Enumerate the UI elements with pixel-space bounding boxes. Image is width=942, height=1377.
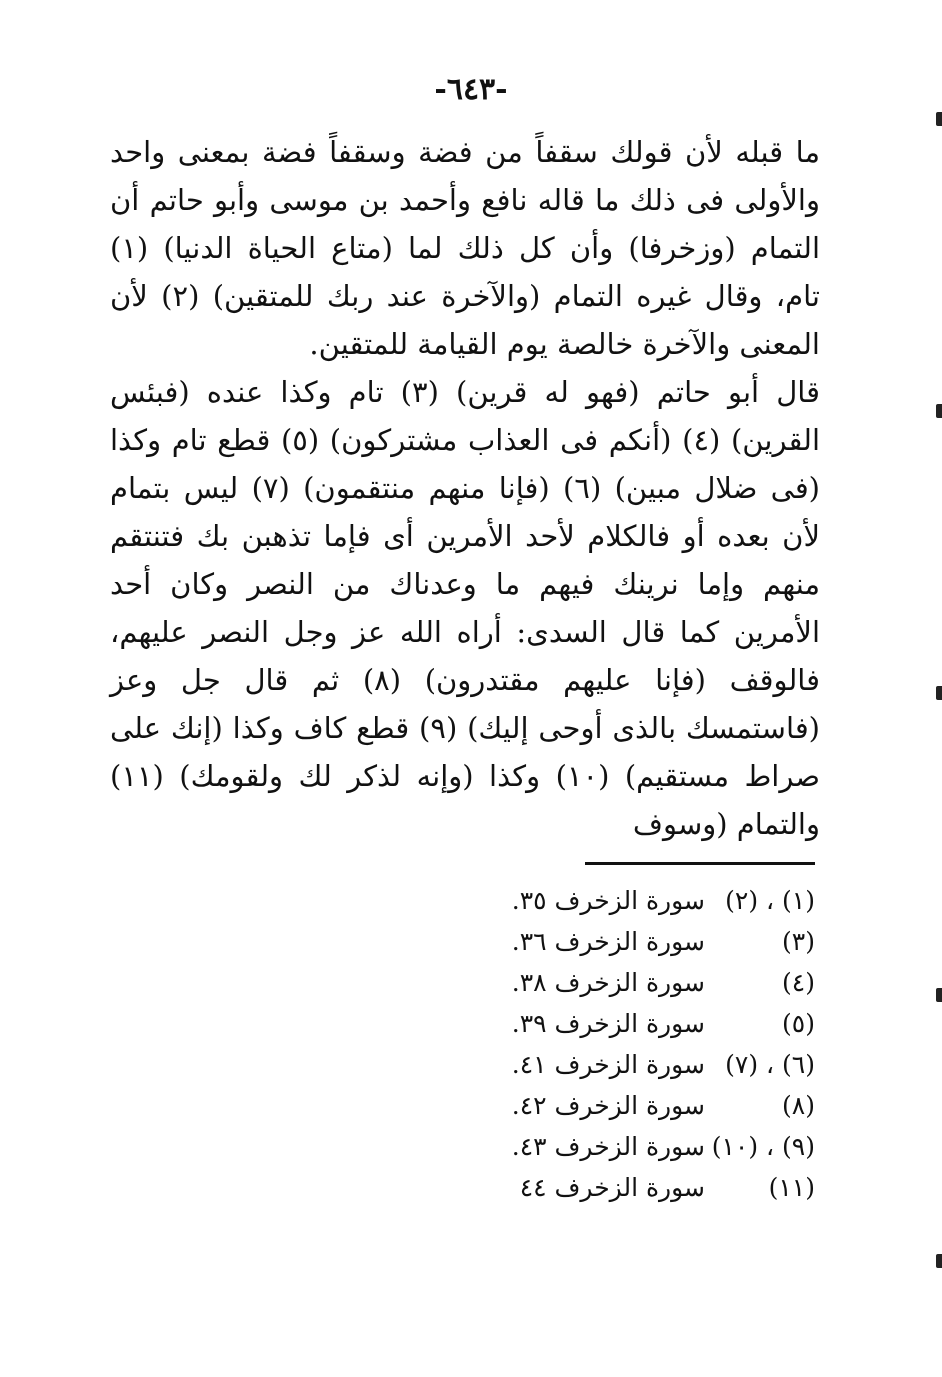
footnote-row: [470, 1126, 815, 1167]
binding-mark: [936, 112, 942, 126]
footnote-refs: (١١): [768, 1173, 815, 1202]
footnote-refs: (٣): [782, 927, 815, 956]
page-number: -٦٤٣-: [434, 72, 508, 107]
footnote-source: سورة الزخرف ٤٣.: [511, 1132, 705, 1161]
main-text: [110, 128, 820, 848]
footnote-divider: [585, 862, 815, 865]
footnote-source: سورة الزخرف ٣٥.: [511, 886, 705, 915]
footnote-source: سورة الزخرف ٣٩.: [511, 1009, 705, 1038]
footnote-row: [470, 962, 815, 1003]
footnote-row: [470, 880, 815, 921]
footnote-source: سورة الزخرف ٣٦.: [511, 927, 705, 956]
binding-mark: [936, 686, 942, 700]
footnote-row: [470, 921, 815, 962]
footnote-source: سورة الزخرف ٤٤: [519, 1173, 705, 1202]
footnote-refs: (٦) ، (٧): [725, 1050, 815, 1079]
footnotes: [470, 880, 815, 1208]
footnote-refs: (٤): [782, 968, 815, 997]
footnote-refs: (٩) ، (١٠): [711, 1132, 815, 1161]
binding-mark: [936, 1254, 942, 1268]
footnote-row: [470, 1003, 815, 1044]
footnote-refs: (٥): [782, 1009, 815, 1038]
footnote-source: سورة الزخرف ٤١.: [511, 1050, 705, 1079]
binding-mark: [936, 988, 942, 1002]
paragraph-2: قال أبو حاتم (فهو له قرين) (٣) تام وكذا عنده (فبئس القرين) (٤) (أنكم فى العذاب مشتركون) (٥) قطع تام وكذا (فى ضلال مبين) (٦) (فإنا منهم منتقمون) (٧) ليس بتمام لأن بعده أو فالكلام لأحد الأمرين أى فإما تذهبن بك فتنتقم منهم وإما نرينك فيهم ما وعدناك من النصر وكان أحد الأمرين كما قال السدى: أراه الله عز وجل النصر عليهم، فالوقف (فإنا عليهم مقتدرون) (٨) ثم قال جل وعز (فاستمسك بالذى أوحى إليك) (٩) قطع كاف وكذا (إنك على صراط مستقيم) (١٠) وكذا (وإنه لذكر لك ولقومك) (١١) والتمام (وسوف: [110, 375, 821, 841]
paragraph-1: ما قبله لأن قولك سقفاً من فضة وسقفاً فضة بمعنى واحد والأولى فى ذلك ما قاله نافع وأحمد بن موسى وأبو حاتم أن التمام (وزخرفا) وأن كل ذلك لما (متاع الحياة الدنيا) (١) تام، وقال غيره التمام (والآخرة عند ربك للمتقين) (٢) لأن المعنى والآخرة خالصة يوم القيامة للمتقين.: [110, 135, 820, 361]
footnote-row: [470, 1085, 815, 1126]
footnote-source: سورة الزخرف ٤٢.: [511, 1091, 705, 1120]
footnote-refs: (١) ، (٢): [725, 886, 815, 915]
footnote-refs: (٨): [782, 1091, 815, 1120]
footnote-row: [470, 1167, 815, 1208]
footnote-source: سورة الزخرف ٣٨.: [511, 968, 705, 997]
binding-mark: [936, 404, 942, 418]
footnote-row: [470, 1044, 815, 1085]
